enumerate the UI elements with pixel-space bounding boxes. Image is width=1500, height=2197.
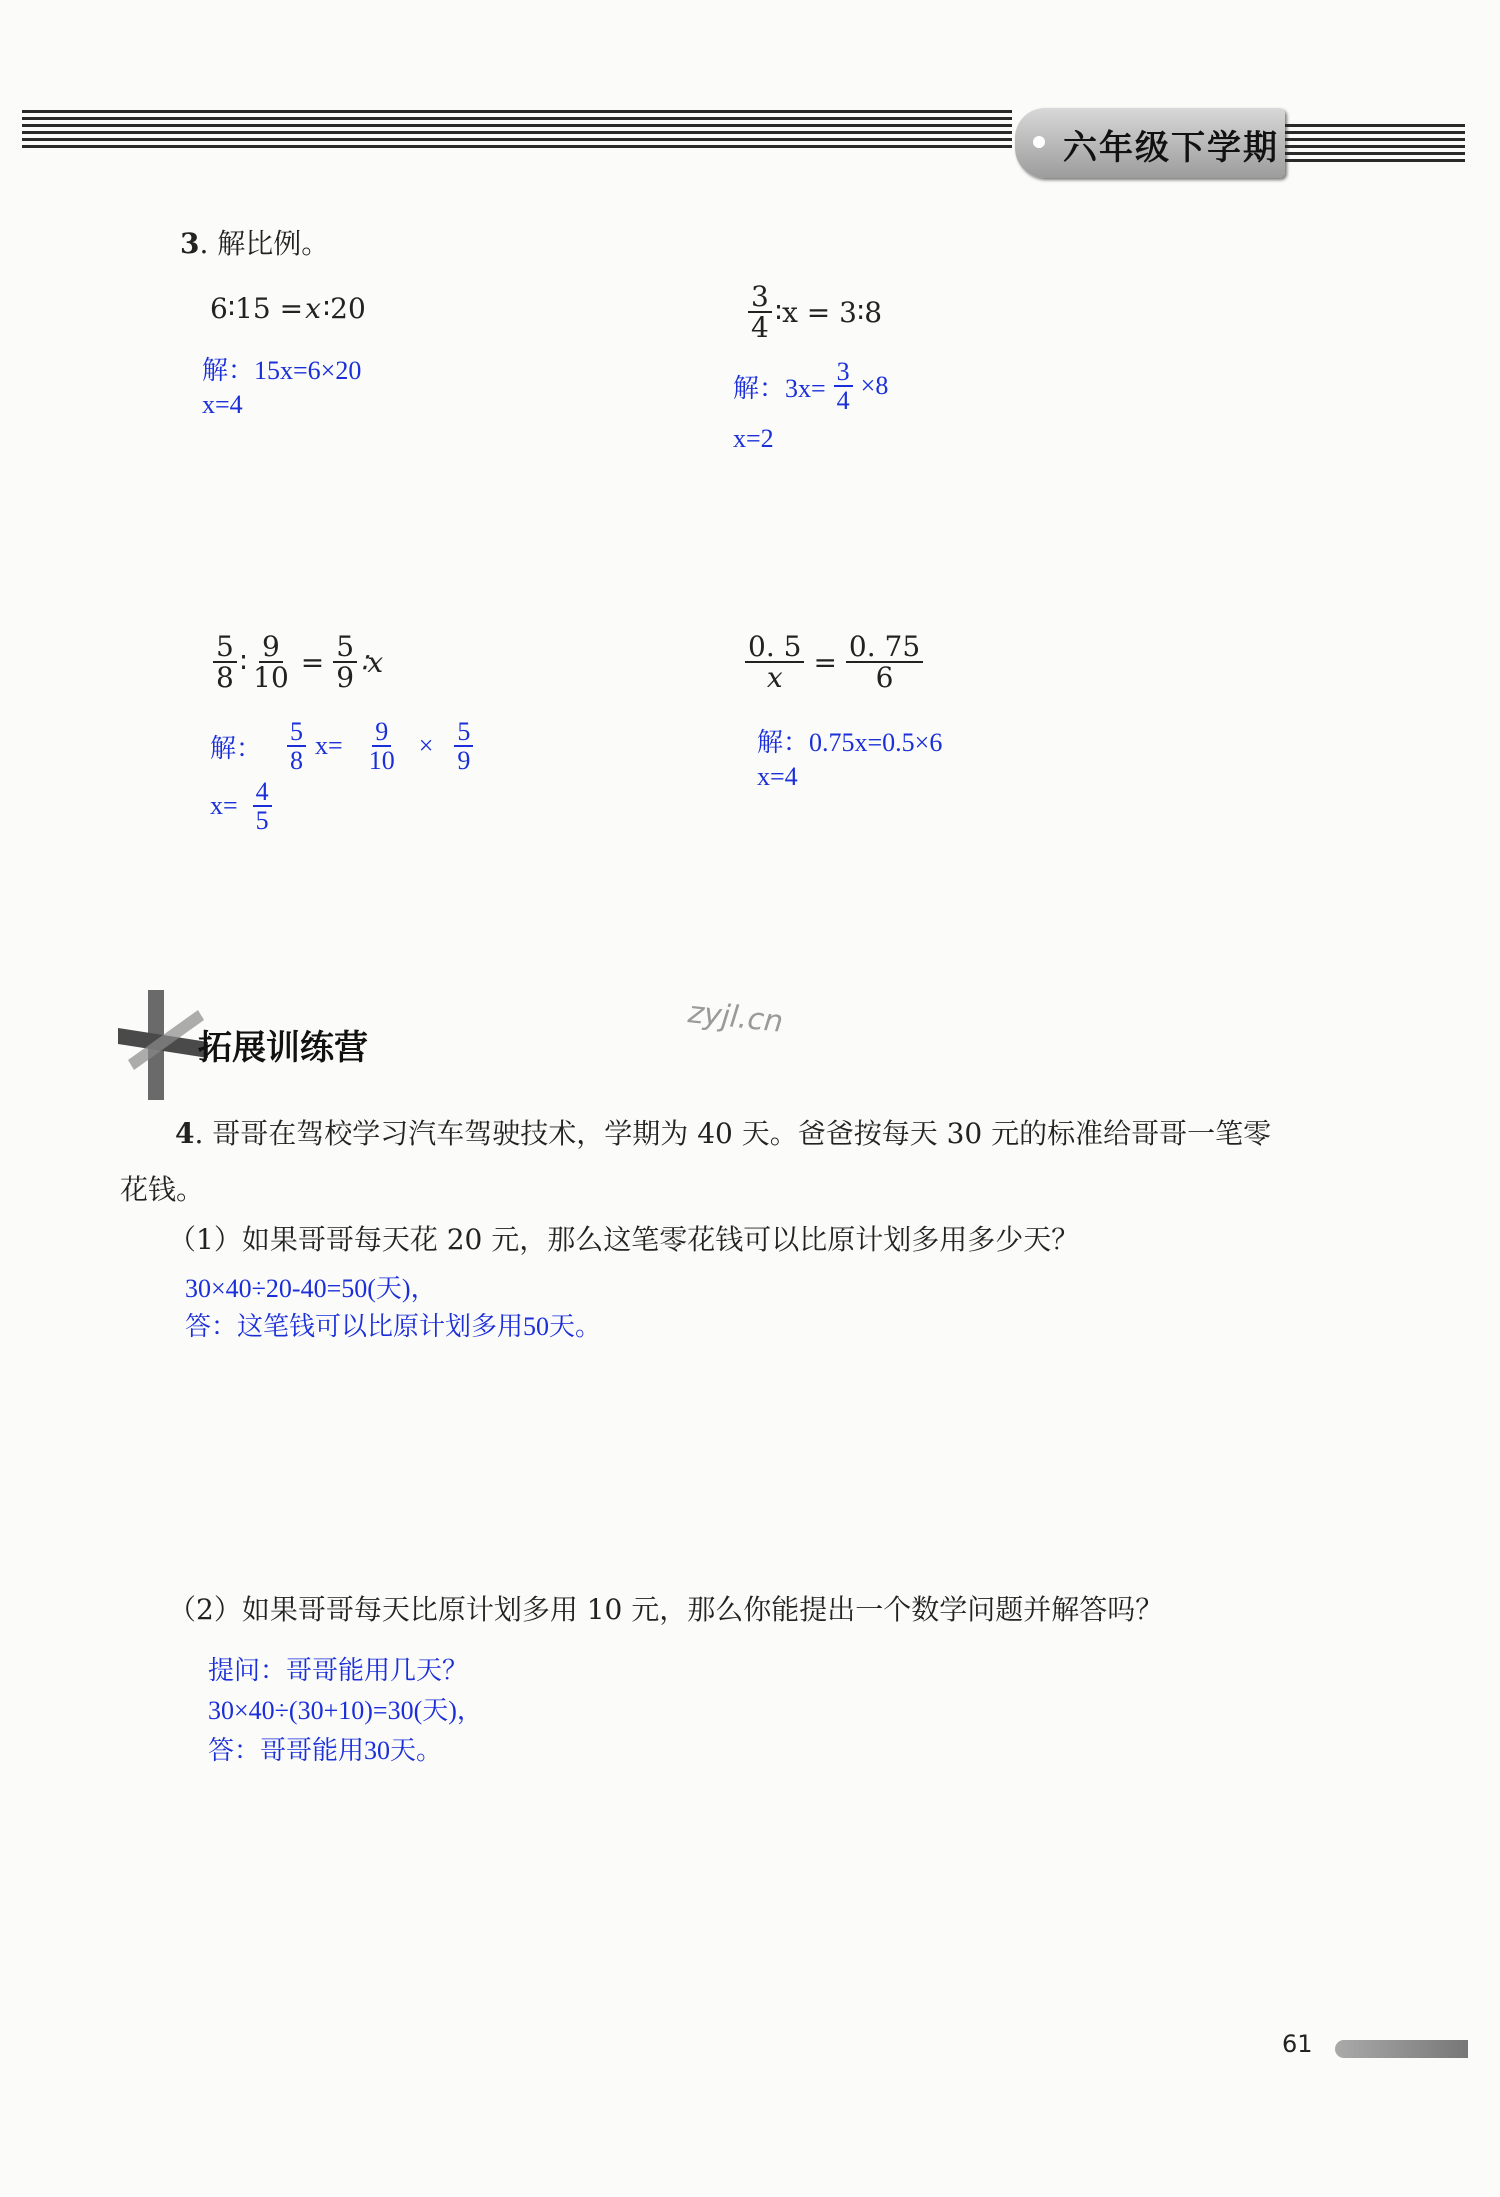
q4-text-cont: 花钱。 xyxy=(120,1173,205,1206)
p2-rest: ∶x = 3∶8 xyxy=(774,295,883,329)
page-bar xyxy=(1335,2040,1468,2058)
q3-problem-4: $\frac{0. 5}{x}$ = $\frac{0. 75}{6}$ xyxy=(742,632,926,693)
q4-sub1-answer2: 答：这笔钱可以比原计划多用50天。 xyxy=(185,1312,602,1341)
q4-sub1: （1）如果哥哥每天花 20 元，那么这笔零花钱可以比原计划多用多少天？ xyxy=(168,1223,1080,1256)
grade-label: 六年级下学期 xyxy=(1063,128,1279,168)
p2-fraction: $\frac{3}{4}$ xyxy=(748,282,772,343)
p1-var: x xyxy=(305,292,321,325)
q4-sub2-answer3: 答：哥哥能用30天。 xyxy=(208,1736,443,1765)
p3-answer-line2: x= $\frac{4}{5}$ xyxy=(210,778,275,835)
p2-answer-line2: x=2 xyxy=(733,424,774,453)
section-cross-icon xyxy=(118,990,208,1100)
q4-sub1-answer1: 30×40÷20-40=50(天)， xyxy=(185,1274,437,1303)
q3-title: . 解比例。 xyxy=(199,227,330,260)
p4-answer-line2: x=4 xyxy=(757,762,798,791)
p1-answer-line1: 解：15x=6×20 xyxy=(202,356,362,385)
watermark: zyjl.cn xyxy=(686,995,785,1040)
p1-left: 6∶15 = xyxy=(210,292,304,325)
q4-sub2-answer1: 提问：哥哥能用几天？ xyxy=(208,1656,469,1685)
header-rule-right xyxy=(1285,124,1465,170)
q4-sub2-answer2: 30×40÷(30+10)=30(天)， xyxy=(208,1696,483,1725)
q3-problem-2 xyxy=(745,282,882,343)
header-rule-left xyxy=(22,110,1012,156)
q4-text: 4. 哥哥在驾校学习汽车驾驶技术，学期为 40 天。爸爸按每天 30 元的标准给哥哥一笔零 xyxy=(175,1117,1272,1150)
p4-answer-line1: 解：0.75x=0.5×6 xyxy=(757,728,943,757)
grade-tab xyxy=(1015,108,1285,178)
p1-right: ∶20 xyxy=(322,292,366,325)
q3-problem-3: $\frac{5}{8}$ ∶ $\frac{9}{10}$ = $\frac{5}{9}$ ∶x xyxy=(210,632,383,693)
q3-heading xyxy=(180,222,329,262)
page-number: 61 xyxy=(1282,2030,1313,2058)
p2-answer-line1: 解：3x= $\frac{3}{4}$ ×8 xyxy=(733,357,889,416)
q4-sub2: （2）如果哥哥每天比原计划多用 10 元，那么你能提出一个数学问题并解答吗？ xyxy=(168,1593,1164,1626)
p2-answer-fraction: $\frac{3}{4}$ xyxy=(834,358,853,415)
tab-dot-icon xyxy=(1033,136,1045,148)
q3-number: 3 xyxy=(180,227,200,260)
p1-answer-line2: x=4 xyxy=(202,390,243,419)
q3-problem-1 xyxy=(210,292,366,325)
section-title: 拓展训练营 xyxy=(198,1028,368,1068)
p3-answer-line1: 解： $\frac{5}{8}$ x= $\frac{9}{10}$ × $\frac{5}{9}$ xyxy=(210,718,476,775)
